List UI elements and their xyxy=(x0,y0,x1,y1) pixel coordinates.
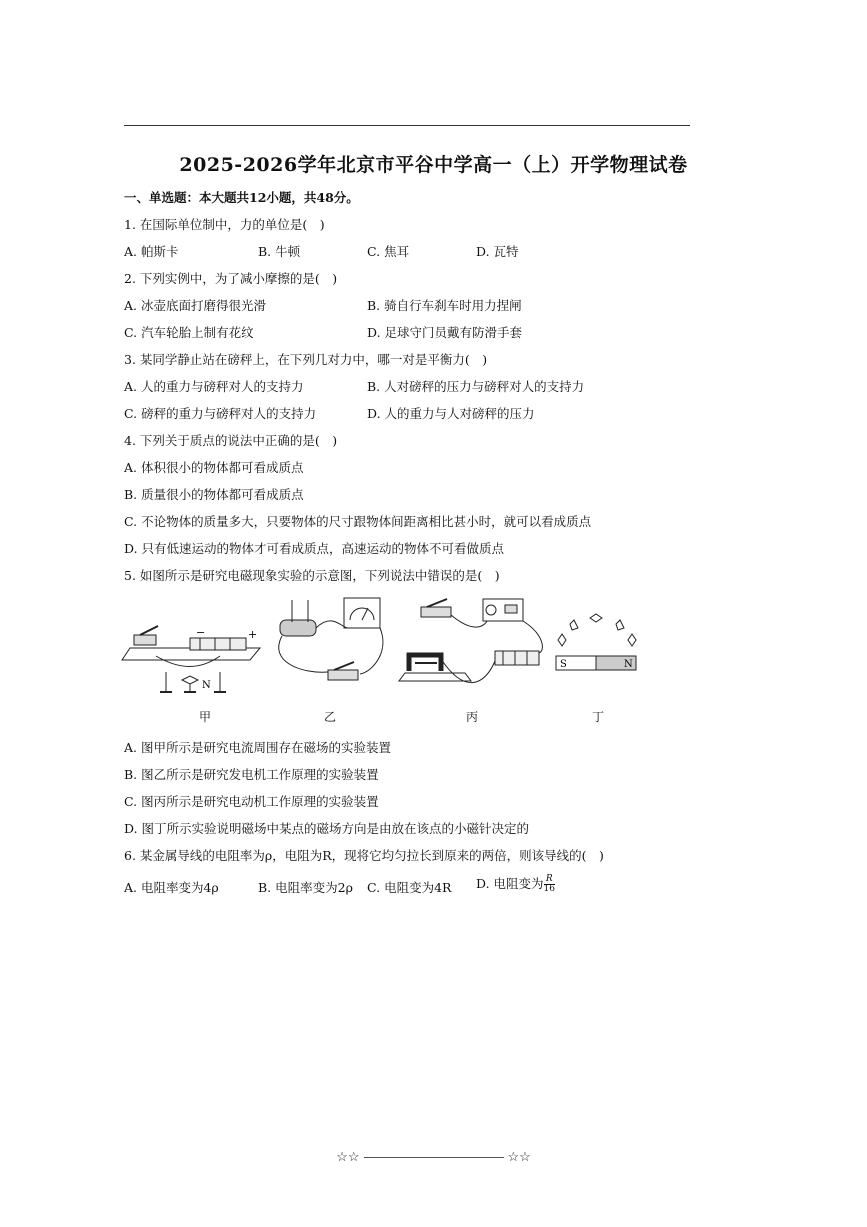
footer-divider xyxy=(364,1157,504,1158)
figure-bing-diagram xyxy=(395,595,555,695)
magnet-s-label: S xyxy=(560,659,567,670)
question-5-option-b: B. 图乙所示是研究发电机工作原理的实验装置 xyxy=(124,767,379,782)
figure-jia-diagram xyxy=(120,600,270,700)
question-5-option-a: A. 图甲所示是研究电流周围存在磁场的实验装置 xyxy=(124,740,391,755)
minus-sign: − xyxy=(196,626,206,639)
question-3-stem: 3. 某同学静止站在磅秤上，在下列几对力中，哪一对是平衡力( ) xyxy=(124,352,488,367)
magnet-n-label: N xyxy=(624,659,633,670)
question-3-option-b: B. 人对磅秤的压力与磅秤对人的支持力 xyxy=(367,379,585,394)
page-title: 2025-2026学年北京市平谷中学高一（上）开学物理试卷 xyxy=(179,154,688,176)
question-4-option-a: A. 体积很小的物体都可看成质点 xyxy=(124,460,304,475)
question-1-option-a: A. 帕斯卡 xyxy=(124,244,179,259)
footer-left-stars: ☆☆ xyxy=(336,1150,360,1165)
question-2-stem: 2. 下列实例中，为了减小摩擦的是( ) xyxy=(124,271,338,286)
question-2-option-d: D. 足球守门员戴有防滑手套 xyxy=(367,325,523,340)
question-6-stem: 6. 某金属导线的电阻率为ρ，电阻为R，现将它均匀拉长到原来的两倍，则该导线的( ) xyxy=(124,848,604,863)
question-5-option-d: D. 图丁所示实验说明磁场中某点的磁场方向是由放在该点的小磁针决定的 xyxy=(124,821,530,836)
question-4-stem: 4. 下列关于质点的说法中正确的是( ) xyxy=(124,433,338,448)
figure-label-yi: 乙 xyxy=(324,710,337,724)
question-3-option-c: C. 磅秤的重力与磅秤对人的支持力 xyxy=(124,406,317,421)
figure-yi-diagram xyxy=(272,592,392,696)
question-4-option-c: C. 不论物体的质量多大，只要物体的尺寸跟物体间距离相比甚小时，就可以看成质点 xyxy=(124,514,592,529)
question-5-stem: 5. 如图所示是研究电磁现象实验的示意图，下列说法中错误的是( ) xyxy=(124,568,500,583)
question-6-option-d xyxy=(476,874,555,894)
footer-right-stars: ☆☆ xyxy=(507,1150,531,1165)
question-3-option-a: A. 人的重力与磅秤对人的支持力 xyxy=(124,379,304,394)
plus-sign: + xyxy=(248,628,258,641)
header-rule xyxy=(124,125,690,126)
question-6-option-b: B. 电阻率变为2ρ xyxy=(258,880,353,895)
question-1-option-c: C. 焦耳 xyxy=(367,244,410,259)
section-heading: 一、单选题：本大题共12小题，共48分。 xyxy=(124,190,359,205)
question-2-option-b: B. 骑自行车刹车时用力捏闸 xyxy=(367,298,522,313)
question-1-option-b: B. 牛顿 xyxy=(258,244,301,259)
question-6-option-a: A. 电阻率变为4ρ xyxy=(124,880,219,895)
fraction-numerator: R xyxy=(545,874,553,884)
question-1-option-d: D. 瓦特 xyxy=(476,244,519,259)
needle-n-label: N xyxy=(202,680,211,691)
page-footer xyxy=(0,1150,867,1165)
figure-label-ding: 丁 xyxy=(592,710,605,724)
question-3-option-d: D. 人的重力与人对磅秤的压力 xyxy=(367,406,535,421)
question-6-option-d-prefix: D. 电阻变为 xyxy=(476,876,544,891)
fraction-r-over-16 xyxy=(544,875,555,894)
figure-label-bing: 丙 xyxy=(466,710,479,724)
figure-label-jia: 甲 xyxy=(199,710,212,724)
fraction-denominator: 16 xyxy=(543,884,555,894)
question-4-option-b: B. 质量很小的物体都可看成质点 xyxy=(124,487,304,502)
question-6-option-c: C. 电阻变为4R xyxy=(367,880,452,895)
figure-ding-diagram xyxy=(552,610,642,674)
question-5-option-c: C. 图丙所示是研究电动机工作原理的实验装置 xyxy=(124,794,379,809)
question-2-option-a: A. 冰壶底面打磨得很光滑 xyxy=(124,298,266,313)
question-4-option-d: D. 只有低速运动的物体才可看成质点，高速运动的物体不可看做质点 xyxy=(124,541,505,556)
question-2-option-c: C. 汽车轮胎上制有花纹 xyxy=(124,325,254,340)
question-1-stem: 1. 在国际单位制中，力的单位是( ) xyxy=(124,217,325,232)
